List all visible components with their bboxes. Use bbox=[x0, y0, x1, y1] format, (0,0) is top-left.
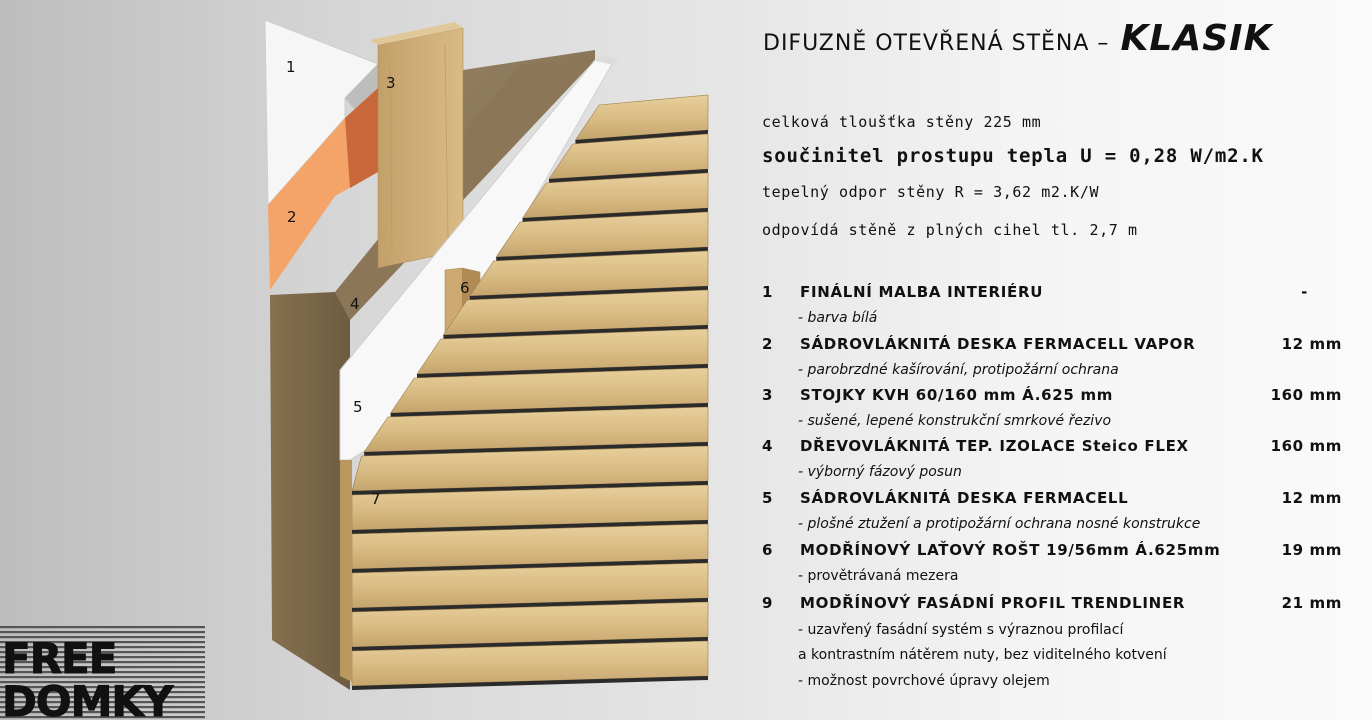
layer-number: 3 bbox=[762, 386, 773, 404]
layer-value: 12 mm bbox=[1281, 335, 1342, 353]
layer-value: 160 mm bbox=[1270, 386, 1342, 404]
label-1: 1 bbox=[286, 58, 296, 76]
layer-value: 19 mm bbox=[1281, 541, 1342, 559]
label-4: 4 bbox=[350, 295, 360, 313]
freedomky-logo bbox=[0, 624, 210, 720]
facade-board-edge bbox=[340, 460, 352, 682]
layer-name: SÁDROVLÁKNITÁ DESKA FERMACELL VAPOR bbox=[800, 335, 1196, 353]
layer-number: 1 bbox=[762, 283, 773, 301]
spec-resistance: tepelný odpor stěny R = 3,62 m2.K/W bbox=[762, 183, 1100, 201]
layer-number: 6 bbox=[762, 541, 773, 559]
layer-3-kvh-stud bbox=[370, 22, 463, 268]
spec-equivalent: odpovídá stěně z plných cihel tl. 2,7 m bbox=[762, 221, 1138, 239]
spec-thickness: celková tloušťka stěny 225 mm bbox=[762, 113, 1042, 131]
layer-note: a kontrastním nátěrem nuty, bez viditelného kotvení bbox=[798, 647, 1167, 663]
label-7: 7 bbox=[371, 490, 381, 508]
layer-note: - výborný fázový posun bbox=[798, 464, 962, 480]
logo-stripe bbox=[0, 631, 205, 633]
page-title-emphasis: KLASIK bbox=[1120, 18, 1273, 59]
logo-line2: DOMKY bbox=[2, 677, 173, 720]
layer-note: - plošné ztužení a protipožární ochrana nosné konstrukce bbox=[798, 516, 1201, 532]
label-2: 2 bbox=[287, 208, 297, 226]
layer-number: 5 bbox=[762, 489, 773, 507]
layer-name: MODŘÍNOVÝ LAŤOVÝ ROŠT 19/56mm Á.625mm bbox=[800, 541, 1221, 559]
layer-note: - barva bílá bbox=[798, 310, 878, 326]
page-title: DIFUZNĚ OTEVŘENÁ STĚNA – bbox=[763, 31, 1110, 56]
layer-number: 2 bbox=[762, 335, 773, 353]
spec-u-value: součinitel prostupu tepla U = 0,28 W/m2.K bbox=[762, 145, 1264, 167]
layer-number: 9 bbox=[762, 594, 773, 612]
layer-name: SÁDROVLÁKNITÁ DESKA FERMACELL bbox=[800, 489, 1129, 507]
label-6: 6 bbox=[460, 279, 470, 297]
layer-name: STOJKY KVH 60/160 mm Á.625 mm bbox=[800, 386, 1114, 404]
logo-stripe bbox=[0, 626, 205, 628]
title-block bbox=[763, 18, 1272, 59]
layer-value: - bbox=[1301, 283, 1308, 301]
layer-name: MODŘÍNOVÝ FASÁDNÍ PROFIL TRENDLINER bbox=[800, 594, 1186, 612]
layer-value: 12 mm bbox=[1281, 489, 1342, 507]
layer-note: - uzavřený fasádní systém s výraznou profilací bbox=[798, 622, 1124, 638]
label-5: 5 bbox=[353, 398, 363, 416]
layer-name: FINÁLNÍ MALBA INTERIÉRU bbox=[800, 283, 1044, 301]
logo-line1: FREE bbox=[2, 634, 117, 683]
layer-value: 21 mm bbox=[1281, 594, 1342, 612]
layer-note: - parobrzdné kašírování, protipožární ochrana bbox=[798, 362, 1119, 378]
layer-note: - provětrávaná mezera bbox=[798, 568, 959, 584]
layer-number: 4 bbox=[762, 437, 773, 455]
layer-value: 160 mm bbox=[1270, 437, 1342, 455]
layer-note: - sušené, lepené konstrukční smrkové řezivo bbox=[798, 413, 1112, 429]
layer-name: DŘEVOVLÁKNITÁ TEP. IZOLACE Steico FLEX bbox=[800, 437, 1189, 455]
layer-note: - možnost povrchové úpravy olejem bbox=[798, 673, 1050, 689]
label-3: 3 bbox=[386, 74, 396, 92]
